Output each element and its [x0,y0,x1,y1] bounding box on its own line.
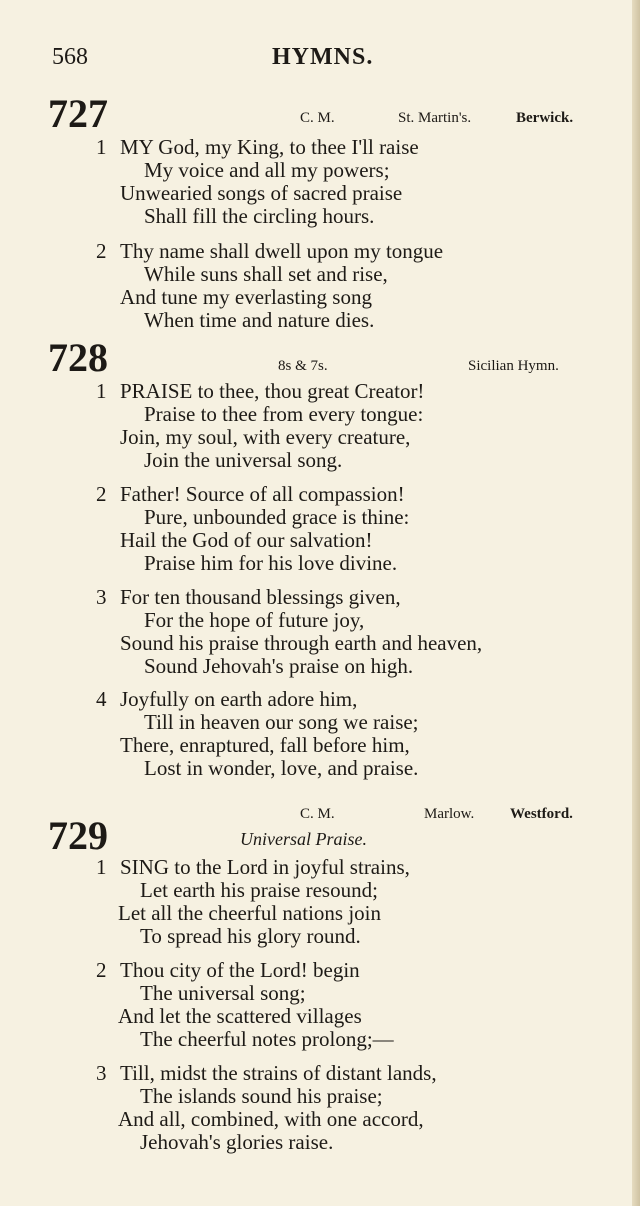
verse-line: Praise him for his love divine. [144,551,398,575]
hymn-meter: C. M. [300,806,335,822]
verse-line: PRAISE to thee, thou great Creator! [120,379,425,403]
verse-line: Sound his praise through earth and heaven, [120,631,483,655]
verse-line: The universal song; [140,981,306,1005]
hymn-number: 727 [48,91,108,136]
verse-line: Lost in wonder, love, and praise. [144,756,419,780]
verse-line: While suns shall set and rise, [144,262,388,286]
verse-line: Join the universal song. [144,448,343,472]
tune-name: St. Martin's. [398,110,472,126]
verse-line: Till, midst the strains of distant lands, [120,1061,437,1085]
tune-name: Westford. [510,806,573,822]
verse-line: Praise to thee from every tongue: [144,402,424,426]
page-edge [632,0,640,1206]
verse-line: For the hope of future joy, [144,608,365,632]
verse-line: To spread his glory round. [140,924,361,948]
hymn-meter: 8s & 7s. [278,358,328,374]
hymn-number: 729 [48,813,108,858]
verse-line: Jehovah's glories raise. [140,1130,334,1154]
verse-number: 2 [96,958,107,982]
verse-line: Hail the God of our salvation! [120,528,373,552]
verse-number: 3 [96,585,107,609]
verse-line: Joyfully on earth adore him, [120,687,358,711]
verse-line: MY God, my King, to thee I'll raise [120,135,419,159]
verse-line: Thy name shall dwell upon my tongue [120,239,444,263]
hymn-number: 728 [48,335,108,380]
verse-number: 2 [96,482,107,506]
verse-number: 1 [96,379,107,403]
verse-line: SING to the Lord in joyful strains, [120,855,410,879]
verse-line: Let earth his praise resound; [140,878,378,902]
verse-line: When time and nature dies. [144,308,375,332]
verse-line: The islands sound his praise; [140,1084,383,1108]
verse-line: Till in heaven our song we raise; [144,710,419,734]
verse-number: 1 [96,135,107,159]
verse-line: The cheerful notes prolong;— [140,1027,394,1051]
tune-name: Berwick. [516,110,574,126]
verse-line: There, enraptured, fall before him, [120,733,410,757]
verse-line: Let all the cheerful nations join [118,901,381,925]
verse-line: And let the scattered villages [118,1004,362,1028]
tune-name: Sicilian Hymn. [468,358,559,374]
verse-line: Unwearied songs of sacred praise [120,181,403,205]
verse-line: Father! Source of all compassion! [120,482,405,506]
page-header [52,44,572,74]
verse-line: For ten thousand blessings given, [120,585,401,609]
verse-line: Shall fill the circling hours. [144,204,375,228]
verse-line: Pure, unbounded grace is thine: [144,505,410,529]
verse-number: 1 [96,855,107,879]
hymn-meter: C. M. [300,110,335,126]
verse-number: 3 [96,1061,107,1085]
verse-line: My voice and all my powers; [144,158,390,182]
verse-line: Thou city of the Lord! begin [120,958,360,982]
verse-line: Sound Jehovah's praise on high. [144,654,414,678]
running-head: HYMNS. [272,44,374,70]
hymn-subtitle: Universal Praise. [240,829,367,849]
tune-name: Marlow. [424,806,475,822]
verse-number: 2 [96,239,107,263]
verse-number: 4 [96,687,107,711]
verse-line: And tune my everlasting song [120,285,372,309]
verse-line: And all, combined, with one accord, [118,1107,424,1131]
page-number: 568 [52,44,88,70]
verse-line: Join, my soul, with every creature, [120,425,411,449]
